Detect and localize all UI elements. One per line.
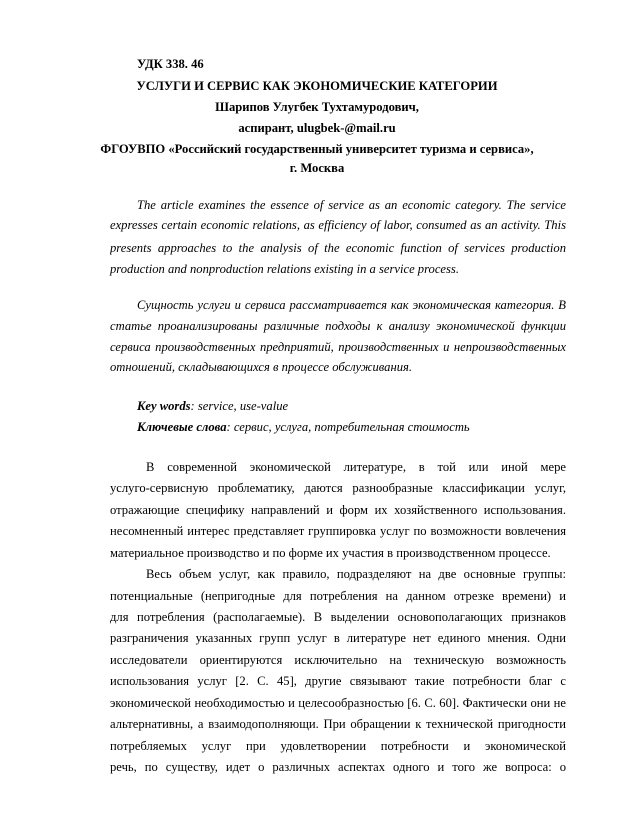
body-line: альтернативны, а взаимодополняющи. При обращении к технической пригодности [110, 717, 566, 731]
body-line: материальное производство и по форме их участия в производственном процессе. [110, 546, 551, 560]
abstract-ru-line: сервиса производственных предприятий, производственных и непроизводственных [110, 340, 566, 354]
abstract-en-line: The article examines the essence of service as an economic category. The service [137, 198, 566, 212]
body-line: исследователи ориентируются исключительно на техническую возможность [110, 653, 566, 667]
keywords-ru-value: : сервис, услуга, потребительная стоимость [226, 420, 470, 434]
body-line: потребляемых услуг при удовлетворении потребности и экономической [110, 739, 566, 753]
author-affiliation: ФГОУВПО «Российский государственный университет туризма и сервиса», [100, 142, 534, 156]
author-name: Шарипов Улугбек Тухтамуродович, [215, 100, 419, 114]
body-line: Весь объем услуг, как правило, подразделяют на две основные группы: [146, 567, 566, 581]
keywords-en-label: Key words [137, 399, 191, 413]
body-line: В современной экономической литературе, в той или иной мере [146, 460, 566, 474]
body-line: отражающие специфику направлений и форм их хозяйственного использования. [110, 503, 566, 517]
abstract-ru-line: отношений, складывающихся в процессе обслуживания. [110, 360, 412, 374]
keywords-en-value: : service, use-value [190, 399, 289, 413]
body-line: услуго-сервисную проблематику, даются разнообразные классификации услуг, [110, 481, 566, 495]
body-line: потенциальные (непригодные для потребления на данном отрезке времени) и [110, 589, 566, 603]
abstract-en-line: presents approaches to the analysis of the economic function of services production [110, 241, 566, 255]
keywords-en [137, 398, 288, 414]
author-position: аспирант, ulugbek-@mail.ru [238, 121, 396, 135]
abstract-en-line: production and nonproduction relations existing in a service process. [110, 262, 459, 276]
body-line: для потребления (располагаемые). В выделении основополагающих признаков [110, 610, 566, 624]
abstract-en-line: expresses certain economic relations, as efficiency of labor, consumed as an activity. This [110, 218, 566, 232]
abstract-ru-line: статье проанализированы различные подходы к анализу экономической функции [110, 319, 566, 333]
author-city: г. Москва [289, 161, 345, 175]
article-title: УСЛУГИ И СЕРВИС КАК ЭКОНОМИЧЕСКИЕ КАТЕГОРИИ [136, 79, 498, 93]
udk-code: УДК 338. 46 [137, 57, 204, 71]
body-line: разграничения указанных групп услуг в литературе нет единого мнения. Одни [110, 631, 566, 645]
keywords-ru-label: Ключевые слова [137, 420, 227, 434]
body-line: несомненный интерес представляет группировка услуг по возможности вовлечения [110, 524, 566, 538]
body-line: речь, по существу, идет о различных аспектах одного и того же вопроса: о [110, 760, 566, 774]
keywords-ru [137, 419, 470, 435]
abstract-ru-line: Сущность услуги и сервиса рассматривается как экономическая категория. В [137, 298, 566, 312]
body-line: использования услуг [2. С. 45], другие связывают такие потребности благ с [110, 674, 566, 688]
body-line: экономической необходимостью и целесообразностью [6. С. 60]. Фактически они не [110, 696, 566, 710]
